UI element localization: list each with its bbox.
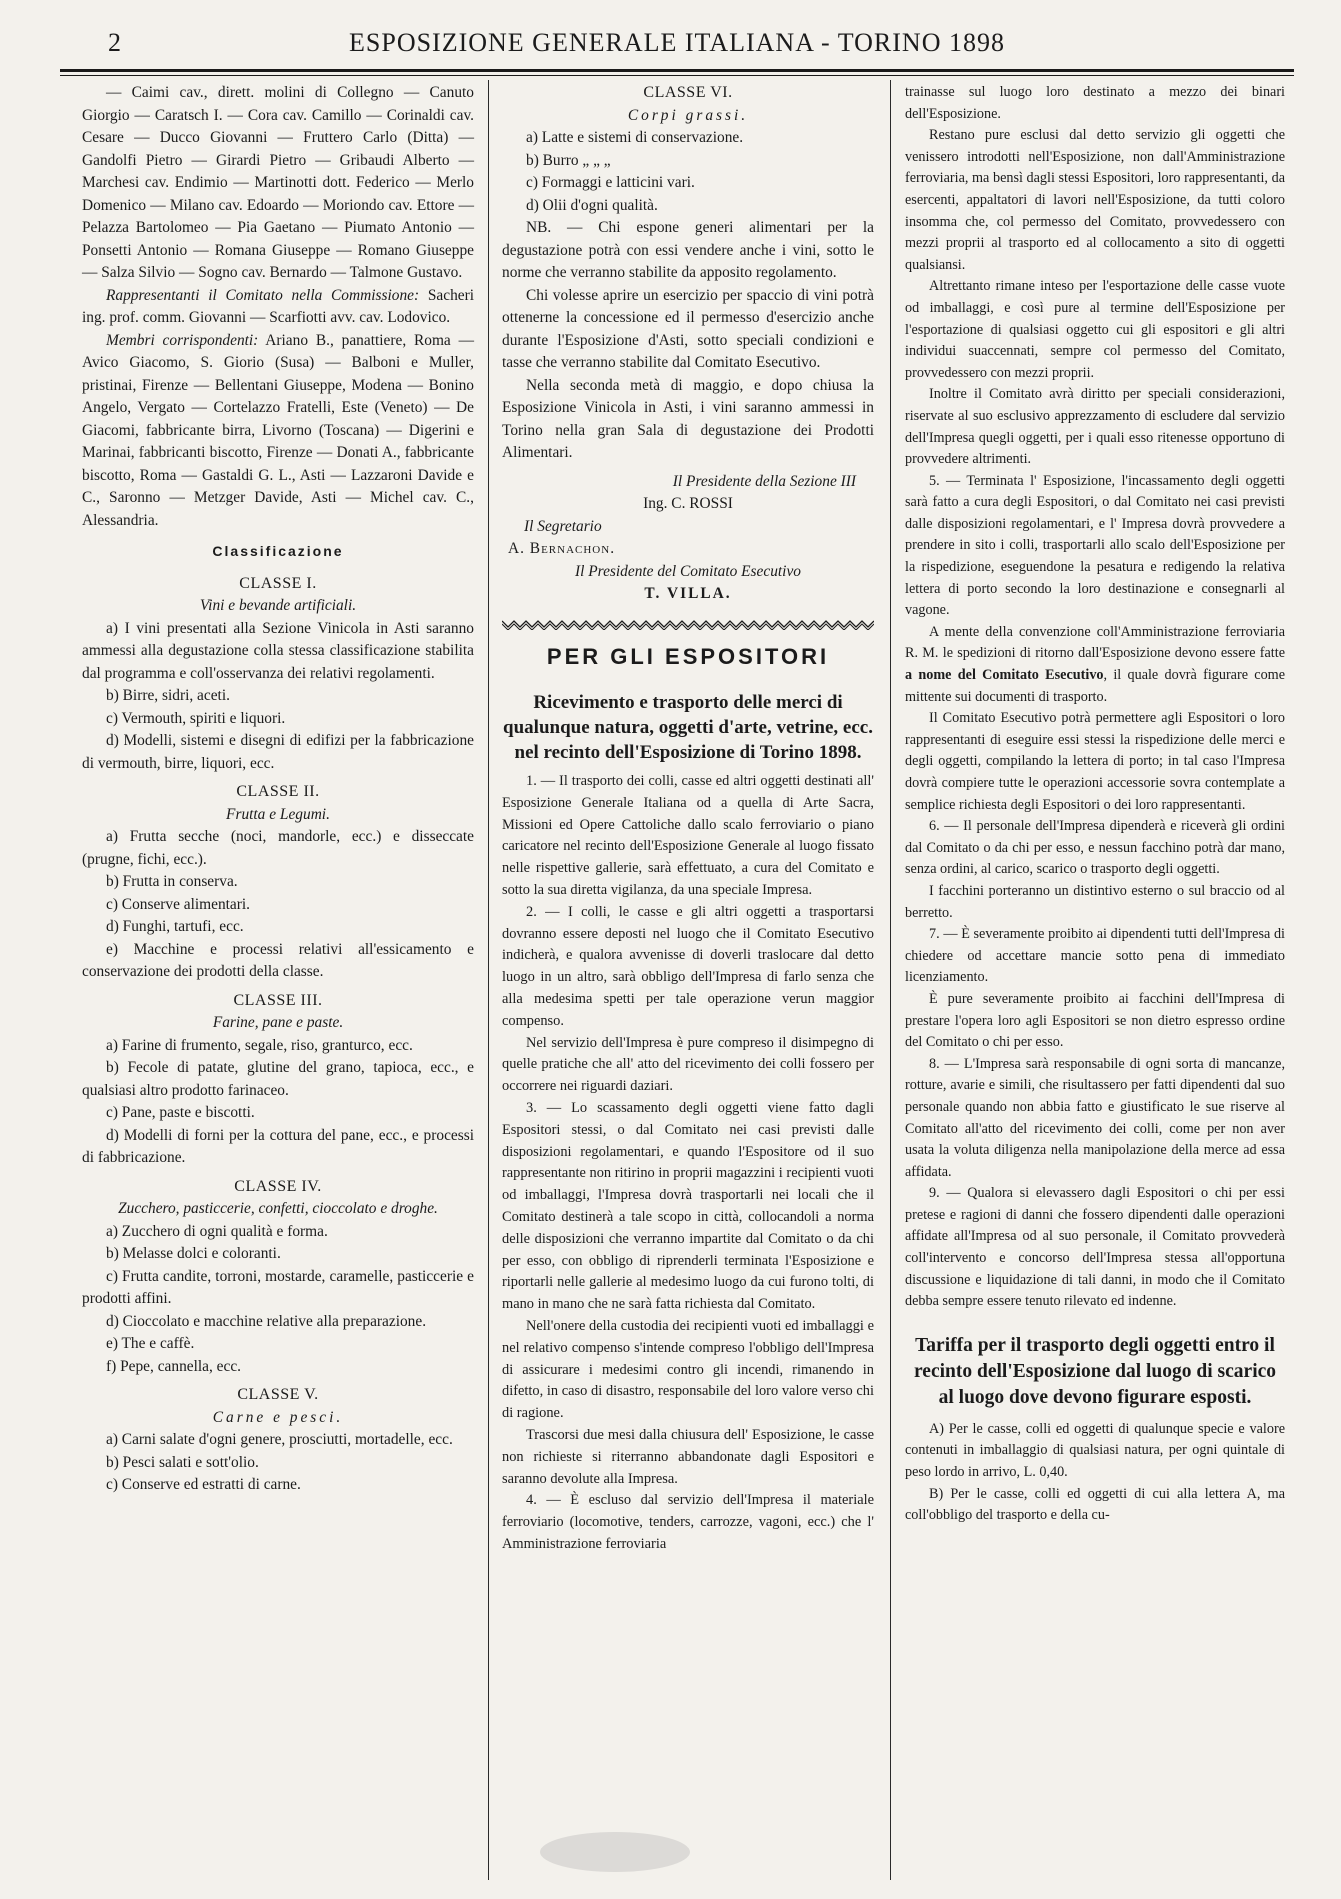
classe-1-subtitle: Vini e bevande artificiali. — [199, 597, 357, 614]
classe-4-subtitle: Zucchero, pasticcerie, confetti, cioccolato e droghe. — [118, 1200, 438, 1217]
membri-lead: Membri corrispondenti: — [106, 331, 259, 349]
zigzag-divider — [502, 618, 874, 630]
article-2: 2. — I colli, le casse e gli altri oggetti a trasportarsi dovranno essere deposti nel luogo che il Comitato Esecutivo indicherà, e qualora avvenisse di doverli traslocare dal detto luogo in un altro, sarà obbligo dell'Impresa di farlo senza che alla medesima spetti per tale operazione verun maggior compenso. — [502, 903, 874, 1029]
classe-3-title: CLASSE III. — [233, 991, 323, 1009]
classe-4-item-e: e) The e caffè. — [106, 1335, 195, 1352]
comitato-paragraph: Il Comitato Esecutivo potrà permettere agli Espositori o loro rappresentanti di eseguire essi stessi la rispedizione delle merci e degli oggetti, compilando la lettera di porto; in tal caso l'Impresa dovrà compiere tutte le operazioni accessorie sovra contemplate a semplice richiesta degli Espositori o dei loro rappresentanti. — [905, 710, 1285, 813]
header-rule-thin — [60, 75, 1294, 76]
signature-bernachon: A. Bernachon. — [508, 540, 616, 557]
article-8: 8. — L'Impresa sarà responsabile di ogni sorta di mancanze, rotture, avarie e simili, che risultassero per fatti dipendenti dal suo personale quando non abbia fatto e giustificato le sue riserve al Comitato all'atto del ricevimento dei colli, come per non aver usata la voluta diligenza nella manipolazione della merce ad essa affidata. — [905, 1055, 1285, 1180]
article-5: 5. — Terminata l' Esposizione, l'incassamento degli oggetti sarà fatto a cura degli Espositori, o dal Comitato nei casi previsti dalle disposizioni regolamentari, e l' Impresa dovrà provvedere a prendere in sito i colli, trasportarli allo scalo dell'Esposizione per la rispedizione, eseguendone la pesatura e redigendo la relativa lettera di porto secondo la loro destinazione e consegnarli al vagone. — [905, 472, 1285, 619]
library-stamp — [540, 1832, 690, 1872]
facchini-paragraph: I facchini porteranno un distintivo esterno o sul braccio od al berretto. — [905, 882, 1285, 921]
classe-1-item-d: d) Modelli, sistemi e disegni di edifizi per la fabbricazione di vermouth, birre, liquori, ecc. — [82, 732, 474, 772]
column-divider-2 — [890, 80, 891, 1880]
section-title-espositori: PER GLI ESPOSITORI — [546, 643, 830, 669]
column-2 — [502, 82, 874, 1556]
tariffa-item-b: B) Per le casse, colli ed oggetti di cui alla lettera A, ma coll'obbligo del trasporto e della cu- — [905, 1485, 1285, 1524]
inoltre-paragraph: Inoltre il Comitato avrà diritto per speciali considerazioni, riservate al suo esclusivo apprezzamento di escludere dal servizio dell'Impresa quegli oggetti, per i quali esso ritenesse opportuno di provvedere altrimenti. — [905, 386, 1285, 468]
rappresentanti-text: Sacheri ing. prof. comm. Giovanni — Scarfiotti avv. cav. Lodovico. — [82, 286, 474, 326]
article-3-cont-2: Trascorsi due mesi dalla chiusura dell' Esposizione, le casse non richieste si riterranno abbandonate dagli Espositori e saranno devolute alla Impresa. — [502, 1426, 874, 1487]
classe-5-item-c: c) Conserve ed estratti di carne. — [106, 1476, 301, 1493]
ricevimento-heading: Ricevimento e trasporto delle merci di qualunque natura, oggetti d'arte, vetrine, ecc. nel recinto dell'Esposizione di Torino 1898. — [503, 692, 873, 763]
maggio-paragraph: Nella seconda metà di maggio, e dopo chiusa la Esposizione Vinicola in Asti, i vini saranno ammessi in Torino nella gran Sala di degustazione dei Prodotti Alimentari. — [502, 376, 874, 461]
classe-4-item-b: b) Melasse dolci e coloranti. — [106, 1245, 281, 1262]
classe-5-title: CLASSE V. — [237, 1386, 319, 1403]
article-6: 6. — Il personale dell'Impresa dipenderà e riceverà gli ordini dal Comitato o da chi per esso, e nessun facchino potrà dar mano, senza ordini, al carico, scarico o trasporto degli oggetti. — [905, 818, 1285, 878]
classe-2-title: CLASSE II. — [236, 783, 320, 800]
classe-6-title: CLASSE VI. — [643, 84, 733, 101]
header-rule — [60, 69, 1294, 72]
article-2-cont: Nel servizio dell'Impresa è pure compreso il disimpegno di quelle pratiche che all' atto del ricevimento dei colli fossero per occorrere nei riguardi daziari. — [502, 1034, 874, 1095]
classe-1-item-a: a) I vini presentati alla Sezione Vinicola in Asti saranno ammessi alla degustazione colla stessa classificazione stabilita dal programma e coll'osservanza dei relativi regolamenti. — [82, 619, 474, 682]
article-4: 4. — È escluso dal servizio dell'Impresa il materiale ferroviario (locomotive, tenders, carrozze, vagoni, ecc.) che l' Amministrazione ferroviaria — [502, 1492, 874, 1552]
article-3: 3. — Lo scassamento degli oggetti viene fatto dagli Espositori stessi, o dal Comitato nei casi previsti dalle disposizioni regolamentari, e quando l'Espositore od il suo rappresentante non ritirino in proprii magazzini i recipienti vuoti od imballaggi, l'Impresa dovrà trasportarli nei locali che il Comitato destinerà a tale scopo in città, collocandoli a norma delle disposizioni che verranno impartite dal Comitato o da chi per esso, con obbligo di riprenderli terminata l'Esposizione e riportarli nelle gallerie al medesimo luogo da cui furono tolti, di mano in mano che ne sarà fatta richiesta dal Comitato. — [502, 1099, 874, 1313]
restano-paragraph: Restano pure esclusi dal detto servizio gli oggetti che venissero introdotti nell'Esposizione, non dall'Amministrazione ferroviaria, ma bensì dagli stessi Espositori, loro rappresentanti, da esercenti, appaltatori di lavori nell'Esposizione, da tutti coloro insomma che, col permesso del Comitato, provvedessero con mezzi proprii al trasporto ed al collocamento a sito di oggetti qualsiansi. — [905, 127, 1285, 273]
mente-text-2: , il quale dovrà figurare come mittente sui documenti di trasporto. — [905, 667, 1285, 705]
article-7: 7. — È severamente proibito ai dipendenti tutti dell'Impresa di chiedere od accettare mancie sotto pena di immediato licenziamento. — [905, 926, 1285, 986]
signature-presidente-comitato-label: Il Presidente del Comitato Esecutivo — [575, 562, 801, 580]
classe-3-item-b: b) Fecole di patate, glutine del grano, tapioca, ecc., e qualsiasi altro prodotto farinaceo. — [82, 1059, 474, 1099]
page-number: 2 — [108, 28, 121, 57]
classe-2-item-b: b) Frutta in conserva. — [106, 873, 238, 890]
classe-2-item-d: d) Funghi, tartufi, ecc. — [106, 918, 244, 935]
running-title: ESPOSIZIONE GENERALE ITALIANA - TORINO 1898 — [349, 28, 1005, 57]
article-7-cont: È pure severamente proibito ai facchini dell'Impresa di prestare l'opera loro agli Espositori se non dietro espresso ordine del Comitato o chi per esso. — [905, 990, 1285, 1051]
classe-2-subtitle: Frutta e Legumi. — [226, 805, 330, 823]
classe-4-item-c: c) Frutta candite, torroni, mostarde, caramelle, pasticcerie e prodotti affini. — [82, 1267, 474, 1307]
column-3 — [905, 82, 1285, 1527]
mente-text-1: A mente della convenzione coll'Amministrazione ferroviaria R. M. le spedizioni di ritorno dall'Esposizione devono essere fatte — [905, 623, 1285, 662]
classe-4-item-a: a) Zucchero di ogni qualità e forma. — [106, 1222, 328, 1240]
nb-paragraph: NB. — Chi espone generi alimentari per la degustazione potrà con essi vendere anche i vini, sotto le norme che verranno stabilite da apposito regolamento. — [502, 219, 874, 281]
classe-1-item-c: c) Vermouth, spiriti e liquori. — [106, 709, 286, 727]
classe-3-item-d: d) Modelli di forni per la cottura del pane, ecc., e processi di fabbricazione. — [82, 1126, 474, 1166]
membri-paragraph — [82, 330, 474, 533]
article-4-cont: trainasse sul luogo loro destinato a mezzo dei binari dell'Esposizione. — [905, 84, 1285, 122]
classe-5-item-b: b) Pesci salati e sott'olio. — [106, 1453, 259, 1471]
classe-3-item-c: c) Pane, paste e biscotti. — [106, 1104, 255, 1121]
mente-paragraph — [905, 622, 1285, 708]
classe-2-item-c: c) Conserve alimentari. — [106, 895, 251, 913]
classe-3-item-a: a) Farine di frumento, segale, riso, granturco, ecc. — [106, 1036, 413, 1054]
signature-rossi: Ing. C. ROSSI — [643, 495, 733, 512]
membri-text: Ariano B., panattiere, Roma — Avico Giacomo, S. Giorio (Susa) — Balboni e Muller, pristinai, Firenze — Bellentani Giuseppe, Modena — Bonino Angelo, Vergato — Cortelazzo Fratelli, Este (Veneto) — De Giacomi, fabbricante birra, Livorno (Toscana) — Digerini e Marinai, fabbricanti biscotto, Firenze — Donati A., fabbricante biscotto, Roma — Gastaldi G. L., Asti — Lazzaroni Davide e C., Saronno — Metzger Davide, Asti — Michel cav. C., Alessandria. — [82, 331, 474, 529]
classe-4-item-f: f) Pepe, cannella, ecc. — [106, 1357, 242, 1375]
column-divider-1 — [488, 80, 489, 1880]
classe-2-item-a: a) Frutta secche (noci, mandorle, ecc.) e disseccate (prugne, fichi, ecc.). — [82, 828, 474, 868]
classe-6-item-a: a) Latte e sistemi di conservazione. — [526, 129, 744, 146]
classe-3-subtitle: Farine, pane e paste. — [212, 1014, 344, 1031]
page-header — [60, 28, 1294, 68]
classe-5-subtitle: Carne e pesci. — [212, 1408, 344, 1426]
signature-presidente-label: Il Presidente della Sezione III — [672, 472, 856, 490]
rappresentanti-paragraph — [82, 285, 474, 330]
signature-segretario-label: Il Segretario — [524, 517, 602, 535]
classe-6-subtitle: Corpi grassi. — [627, 106, 749, 124]
rappresentanti-lead: Rappresentanti il Comitato nella Commissione: — [106, 286, 420, 304]
column-1 — [82, 82, 474, 1497]
classe-1-item-b: b) Birre, sidri, aceti. — [106, 687, 230, 704]
article-3-cont: Nell'onere della custodia dei recipienti vuoti ed imballaggi e nel relativo compenso s'intende compreso l'obbligo dell'Impresa di assicurare i medesimi contro gli incendi, rimanendo in difetto, in caso di disastro, responsabile del loro valore verso chi di ragione. — [502, 1317, 874, 1422]
signature-villa: T. VILLA. — [644, 585, 732, 602]
esercizio-paragraph: Chi volesse aprire un esercizio per spaccio di vini potrà ottenerne la concessione ed il permesso d'esercizio anche durante l'Esposizione d'Asti, sotto speciali condizioni e tasse che verranno stabilite dal Comitato Esecutivo. — [502, 286, 874, 371]
article-9: 9. — Qualora si elevassero dagli Espositori o chi per essi pretese e ragioni di danni che fossero dipendenti dalle operazioni affidate all'Impresa od al suo personale, il Comitato provvederà coll'intervento e concorso dell'Impresa stessa all'opportuna discussione e liquidazione di tali danni, in modo che il Comitato debba sempre essere tenuto rilevato ed indenne. — [905, 1185, 1285, 1310]
classe-6-item-c: c) Formaggi e latticini vari. — [526, 174, 695, 191]
classe-2-item-e: e) Macchine e processi relativi all'essicamento e conservazione dei prodotti della classe. — [82, 940, 474, 980]
classe-6-item-b: b) Burro „ „ „ — [526, 151, 611, 169]
article-1: 1. — Il trasporto dei colli, casse ed altri oggetti destinati all' Esposizione Generale Italiana od a quella di Arte Sacra, Missioni ed Opere Cattoliche dallo scalo ferroviario o piano caricatore nel recinto dell'Esposizione Generale al luogo fissato nelle rispettive gallerie, sarà effettuato, a cura del Comitato e sotto la sua diretta vigilanza, da una speciale Impresa. — [502, 773, 874, 898]
classe-4-item-d: d) Cioccolato e macchine relative alla preparazione. — [106, 1312, 427, 1330]
classe-5-item-a: a) Carni salate d'ogni genere, prosciutti, mortadelle, ecc. — [106, 1431, 453, 1448]
tariffa-item-a: A) Per le casse, colli ed oggetti di qualunque specie e valore contenuti in imballaggio di qualsiasi natura, per ogni quintale di peso lordo in arrivo, L. 0,40. — [905, 1420, 1285, 1481]
classe-6-item-d: d) Olii d'ogni qualità. — [526, 196, 658, 214]
classe-1-title: CLASSE I. — [239, 574, 317, 592]
mente-bold: a nome del Comitato Esecutivo — [905, 667, 1104, 684]
classificazione-heading: Classificazione — [212, 543, 344, 559]
classe-4-title: CLASSE IV. — [234, 1177, 322, 1195]
tariffa-heading: Tariffa per il trasporto degli oggetti entro il recinto dell'Esposizione dal luogo di scarico al luogo dove devono figurare esposti. — [913, 1334, 1277, 1408]
member-list: — Caimi cav., dirett. molini di Collegno — Canuto Giorgio — Caratsch I. — Cora cav. Camillo — Corinaldi cav. Cesare — Ducco Giovanni — Fruttero Carlo (Ditta) — Gandolfi Pietro — Girardi Pietro — Gribaudi Alberto — Marchesi cav. Endimio — Martinotti dott. Federico — Merlo Domenico — Milano cav. Edoardo — Moriondo cav. Ettore — Pelazza Bartolomeo — Pia Gaetano — Piumato Antonio — Ponsetti Antonio — Romana Giuseppe — Romano Giuseppe — Salza Silvio — Sogno cav. Bernardo — Talmone Gustavo. — [82, 84, 474, 281]
altrettanto-paragraph: Altrettanto rimane inteso per l'esportazione delle casse vuote od imballaggi, e così pure al termine dell'Esposizione per l'esportazione di qualsiasi oggetto cui gli espositori e gli altri individui suaccennati, sempre col permesso del Comitato, provvedessero con mezzi proprii. — [905, 278, 1285, 381]
